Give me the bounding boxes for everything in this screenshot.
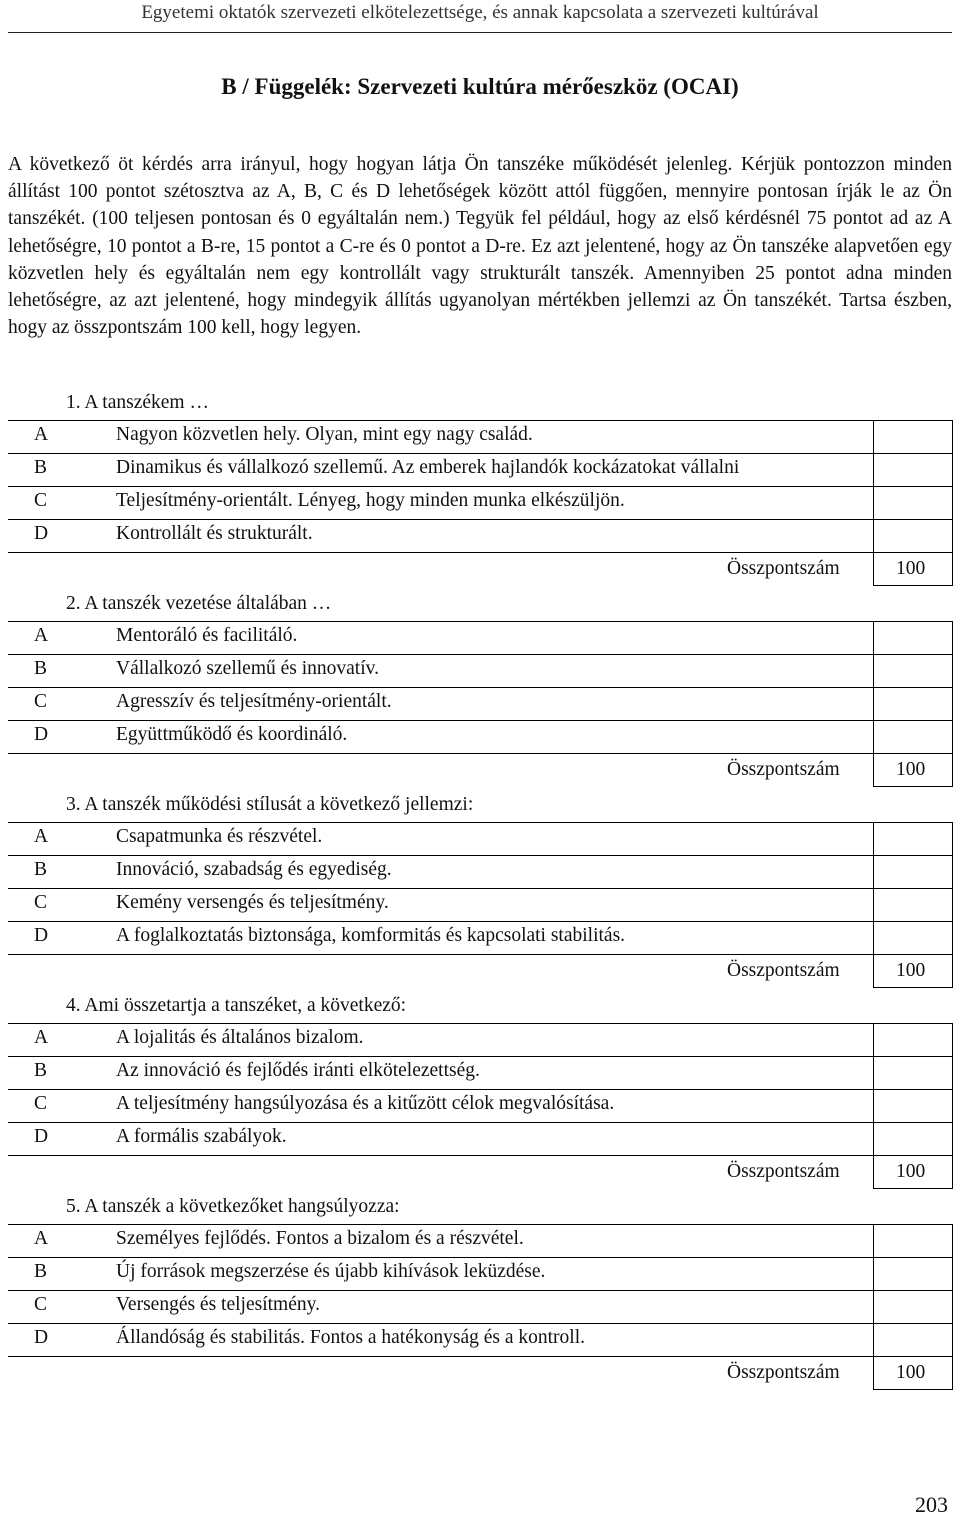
question-title: 4. Ami összetartja a tanszéket, a következő: [66,995,407,1016]
score-field[interactable] [874,487,952,519]
option-text: Állandóság és stabilitás. Fontos a hatékonyság és a kontroll. [116,1327,586,1348]
row-rule [8,1155,874,1156]
option-letter: D [34,925,49,946]
row-rule [8,621,874,622]
option-letter: C [34,1294,48,1315]
score-box-divider [873,753,953,754]
score-field[interactable] [874,1057,952,1089]
score-field[interactable] [874,1258,952,1290]
option-letter: B [34,457,48,478]
row-rule [8,1023,874,1024]
score-field[interactable] [874,1024,952,1056]
score-box-divider [873,954,953,955]
score-field[interactable] [874,856,952,888]
option-letter: A [34,1027,49,1048]
score-field[interactable] [874,655,952,687]
total-label: Összpontszám [727,1161,840,1182]
row-rule [8,954,874,955]
row-rule [8,420,874,421]
option-text: Dinamikus és vállalkozó szellemű. Az emberek hajlandók kockázatokat vállalni [116,457,740,478]
page-number: 203 [915,1492,948,1517]
row-rule [8,822,874,823]
score-box-divider [873,1155,953,1156]
row-rule [8,1323,874,1324]
option-letter: B [34,658,48,679]
row-rule [8,1122,874,1123]
score-field[interactable] [874,1324,952,1356]
option-text: Mentoráló és facilitáló. [116,625,298,646]
option-letter: B [34,859,48,880]
option-text: Csapatmunka és részvétel. [116,826,323,847]
total-value: 100 [896,960,926,981]
total-value: 100 [896,1362,926,1383]
score-field[interactable] [874,1123,952,1155]
option-letter: B [34,1261,48,1282]
row-rule [8,921,874,922]
score-field[interactable] [874,823,952,855]
row-rule [8,453,874,454]
row-rule [8,687,874,688]
option-letter: A [34,1228,49,1249]
total-value: 100 [896,558,926,579]
row-rule [8,753,874,754]
option-letter: A [34,625,49,646]
total-label: Összpontszám [727,759,840,780]
option-letter: D [34,724,49,745]
question-title: 2. A tanszék vezetése általában … [66,593,332,614]
option-letter: D [34,523,49,544]
score-field[interactable] [874,889,952,921]
score-field[interactable] [874,922,952,954]
option-text: Az innováció és fejlődés iránti elkötelezettség. [116,1060,480,1081]
question-title: 5. A tanszék a következőket hangsúlyozza: [66,1196,400,1217]
option-text: Együttműködő és koordináló. [116,724,348,745]
row-rule [8,855,874,856]
question-title: 3. A tanszék működési stílusát a következő jellemzi: [66,794,474,815]
option-letter: C [34,490,48,511]
total-label: Összpontszám [727,960,840,981]
row-rule [8,654,874,655]
score-field[interactable] [874,721,952,753]
score-field[interactable] [874,688,952,720]
option-letter: D [34,1126,49,1147]
option-letter: D [34,1327,49,1348]
instructions-paragraph: A következő öt kérdés arra irányul, hogy hogyan látja Ön tanszéke működését jelenleg. Kérjük pontozzon minden állítást 100 pontot szétosztva az A, B, C és D lehetőségek között attól függően, mennyire pontosan írják le az Ön tanszékét. (100 teljesen pontosan és 0 egyáltalán nem.) Tegyük fel például, hogy az első kérdésnél 75 pontot ad az A lehetőségre, 10 pontot a B-re, 15 pontot a C-re és 0 pontot a D-re. Ez azt jelentené, hogy az Ön tanszéke alapvetően egy közvetlen hely és egyáltalán nem egy kontrollált vagy strukturált tanszék. Amennyiben 25 pontot adna minden lehetőségre, az azt jelentené, hogy mindegyik állítás ugyanolyan mértékben jellemzi az Ön tanszékét. Tartsa észben, hogy az összpontszám 100 kell, hogy legyen. [8,154,952,339]
row-rule [8,519,874,520]
option-text: Nagyon közvetlen hely. Olyan, mint egy nagy család. [116,424,533,445]
score-field[interactable] [874,1291,952,1323]
option-letter: C [34,691,48,712]
row-rule [8,1224,874,1225]
option-text: Személyes fejlődés. Fontos a bizalom és a részvétel. [116,1228,524,1249]
option-text: A foglalkoztatás biztonsága, komformitás és kapcsolati stabilitás. [116,925,626,946]
row-rule [8,1290,874,1291]
running-header: Egyetemi oktatók szervezeti elkötelezettsége, és annak kapcsolata a szervezeti kultúrával [141,2,819,23]
option-text: Agresszív és teljesítmény-orientált. [116,691,392,712]
option-text: Kontrollált és strukturált. [116,523,313,544]
score-field[interactable] [874,421,952,453]
appendix-title: B / Függelék: Szervezeti kultúra mérőeszköz (OCAI) [221,74,739,99]
row-rule [8,1056,874,1057]
option-letter: C [34,1093,48,1114]
option-letter: A [34,424,49,445]
total-value: 100 [896,1161,926,1182]
option-letter: B [34,1060,48,1081]
header-rule [8,32,952,33]
row-rule [8,1089,874,1090]
option-text: A teljesítmény hangsúlyozása és a kitűzött célok megvalósítása. [116,1093,615,1114]
option-text: Versengés és teljesítmény. [116,1294,320,1315]
option-letter: A [34,826,49,847]
option-text: Új források megszerzése és újabb kihívások leküzdése. [116,1261,546,1282]
score-field[interactable] [874,520,952,552]
score-field[interactable] [874,454,952,486]
option-text: Teljesítmény-orientált. Lényeg, hogy minden munka elkészüljön. [116,490,625,511]
row-rule [8,888,874,889]
option-text: Kemény versengés és teljesítmény. [116,892,389,913]
total-label: Összpontszám [727,558,840,579]
option-text: Vállalkozó szellemű és innovatív. [116,658,379,679]
score-field[interactable] [874,1090,952,1122]
score-field[interactable] [874,1225,952,1257]
row-rule [8,1356,874,1357]
score-box-divider [873,552,953,553]
score-field[interactable] [874,622,952,654]
row-rule [8,486,874,487]
score-box-divider [873,1356,953,1357]
option-text: Innováció, szabadság és egyediség. [116,859,392,880]
total-label: Összpontszám [727,1362,840,1383]
option-text: A formális szabályok. [116,1126,287,1147]
total-value: 100 [896,759,926,780]
row-rule [8,1257,874,1258]
row-rule [8,552,874,553]
option-text: A lojalitás és általános bizalom. [116,1027,364,1048]
question-title: 1. A tanszékem … [66,392,209,413]
option-letter: C [34,892,48,913]
row-rule [8,720,874,721]
